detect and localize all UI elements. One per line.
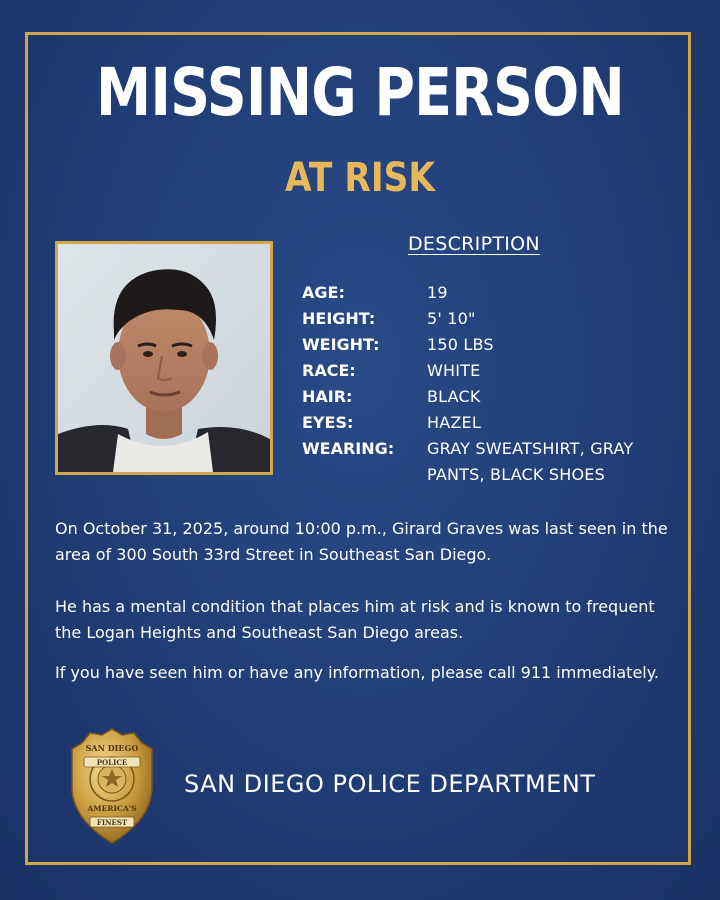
- description-heading: DESCRIPTION: [408, 233, 540, 255]
- race-label: RACE:: [302, 361, 356, 380]
- eyes-label: EYES:: [302, 413, 354, 432]
- description-row-wearing: [302, 436, 692, 488]
- description-row-weight: [302, 332, 692, 358]
- poster-title: MISSING PERSON: [96, 54, 624, 131]
- description-row-height: [302, 306, 692, 332]
- description-list: [302, 280, 692, 488]
- call-to-action-paragraph: If you have seen him or have any information, please call 911 immediately.: [55, 663, 660, 682]
- missing-person-photo: [55, 241, 273, 475]
- wearing-value: GRAY SWEATSHIRT, GRAY PANTS, BLACK SHOES: [427, 439, 634, 484]
- incident-paragraph: On October 31, 2025, around 10:00 p.m., Girard Graves was last seen in the area of 300 South 33rd Street in Southeast San Diego.: [55, 519, 668, 564]
- police-badge-icon: [66, 727, 158, 845]
- description-row-race: [302, 358, 692, 384]
- risk-paragraph: He has a mental condition that places him at risk and is known to frequent the Logan Heights and Southeast San Diego areas.: [55, 597, 655, 642]
- description-row-hair: [302, 384, 692, 410]
- hair-label: HAIR:: [302, 387, 353, 406]
- weight-label: WEIGHT:: [302, 335, 380, 354]
- height-value: 5' 10": [427, 309, 476, 328]
- race-value: WHITE: [427, 361, 481, 380]
- height-label: HEIGHT:: [302, 309, 376, 328]
- eyes-value: HAZEL: [427, 413, 481, 432]
- weight-value: 150 LBS: [427, 335, 494, 354]
- badge-top-text: SAN DIEGO: [85, 743, 139, 753]
- description-row-age: [302, 280, 692, 306]
- age-label: AGE:: [302, 283, 345, 302]
- badge-lower-text: AMERICA'S: [87, 804, 137, 813]
- description-row-eyes: [302, 410, 692, 436]
- age-value: 19: [427, 283, 448, 302]
- badge-band-text: POLICE: [96, 758, 128, 767]
- badge-bottom-text: FINEST: [96, 818, 128, 827]
- poster-subtitle: AT RISK: [284, 155, 436, 201]
- department-name: SAN DIEGO POLICE DEPARTMENT: [184, 770, 596, 798]
- hair-value: BLACK: [427, 387, 481, 406]
- wearing-label: WEARING:: [302, 439, 395, 458]
